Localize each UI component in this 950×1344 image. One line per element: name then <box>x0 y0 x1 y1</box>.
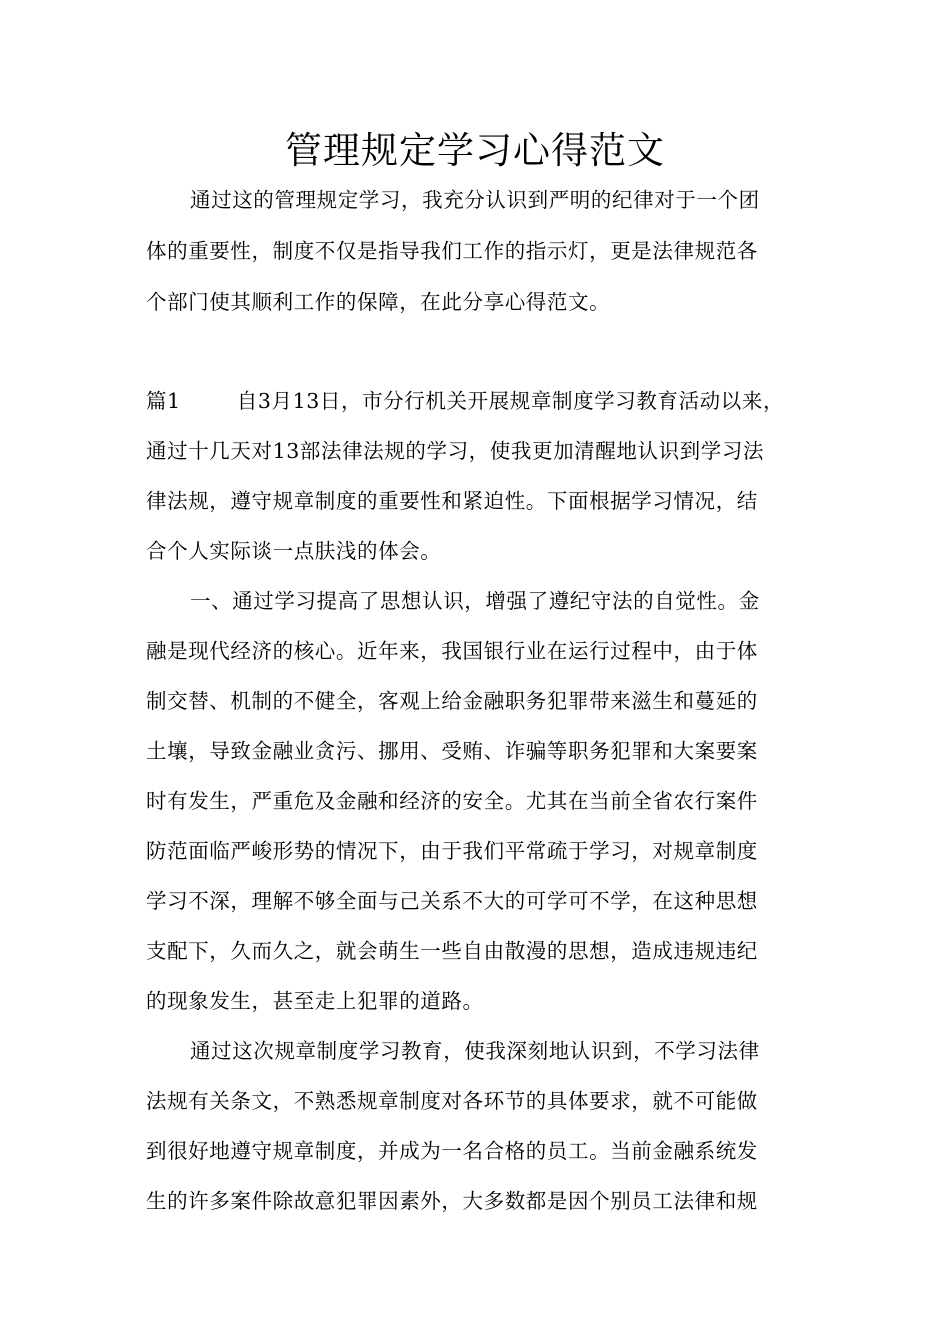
paragraph-line: 到很好地遵守规章制度，并成为一名合格的员工。当前金融系统发 <box>146 1139 758 1163</box>
paragraph-line: 生的许多案件除故意犯罪因素外，大多数都是因个别员工法律和规 <box>146 1189 758 1213</box>
paragraph-line: 通过这的管理规定学习，我充分认识到严明的纪律对于一个团 <box>190 188 760 212</box>
paragraph-line: 支配下，久而久之，就会萌生一些自由散漫的思想，造成违规违纪 <box>146 939 758 963</box>
paragraph-line: 通过这次规章制度学习教育，使我深刻地认识到，不学习法律 <box>190 1039 760 1063</box>
section-label: 篇1 <box>146 389 181 413</box>
paragraph-line: 制交替、机制的不健全，客观上给金融职务犯罪带来滋生和蔓延的 <box>146 689 758 713</box>
paragraph-line: 学习不深，理解不够全面与己关系不大的可学可不学，在这种思想 <box>146 889 758 913</box>
paragraph-line: 合个人实际谈一点肤浅的体会。 <box>146 539 442 563</box>
paragraph-line: 法规有关条文，不熟悉规章制度对各环节的具体要求，就不可能做 <box>146 1089 758 1113</box>
paragraph-line: 一、通过学习提高了思想认识，增强了遵纪守法的自觉性。金 <box>190 589 760 613</box>
paragraph-line: 通过十几天对13部法律法规的学习，使我更加清醒地认识到学习法 <box>146 439 765 463</box>
section-first-line: 自3月13日，市分行机关开展规章制度学习教育活动以来， <box>236 389 785 413</box>
paragraph-line: 融是现代经济的核心。近年来，我国银行业在运行过程中，由于体 <box>146 639 758 663</box>
paragraph-line: 律法规，遵守规章制度的重要性和紧迫性。下面根据学习情况，结 <box>146 489 758 513</box>
document-title: 管理规定学习心得范文 <box>285 129 665 172</box>
paragraph-line: 土壤，导致金融业贪污、挪用、受贿、诈骗等职务犯罪和大案要案 <box>146 739 758 763</box>
paragraph-line: 个部门使其顺利工作的保障，在此分享心得范文。 <box>146 290 611 314</box>
paragraph-line: 的现象发生，甚至走上犯罪的道路。 <box>146 989 484 1013</box>
paragraph-line: 体的重要性，制度不仅是指导我们工作的指示灯，更是法律规范各 <box>146 239 758 263</box>
paragraph-line: 防范面临严峻形势的情况下，由于我们平常疏于学习，对规章制度 <box>146 839 758 863</box>
section-line <box>146 386 826 416</box>
paragraph-line: 时有发生，严重危及金融和经济的安全。尤其在当前全省农行案件 <box>146 789 758 813</box>
